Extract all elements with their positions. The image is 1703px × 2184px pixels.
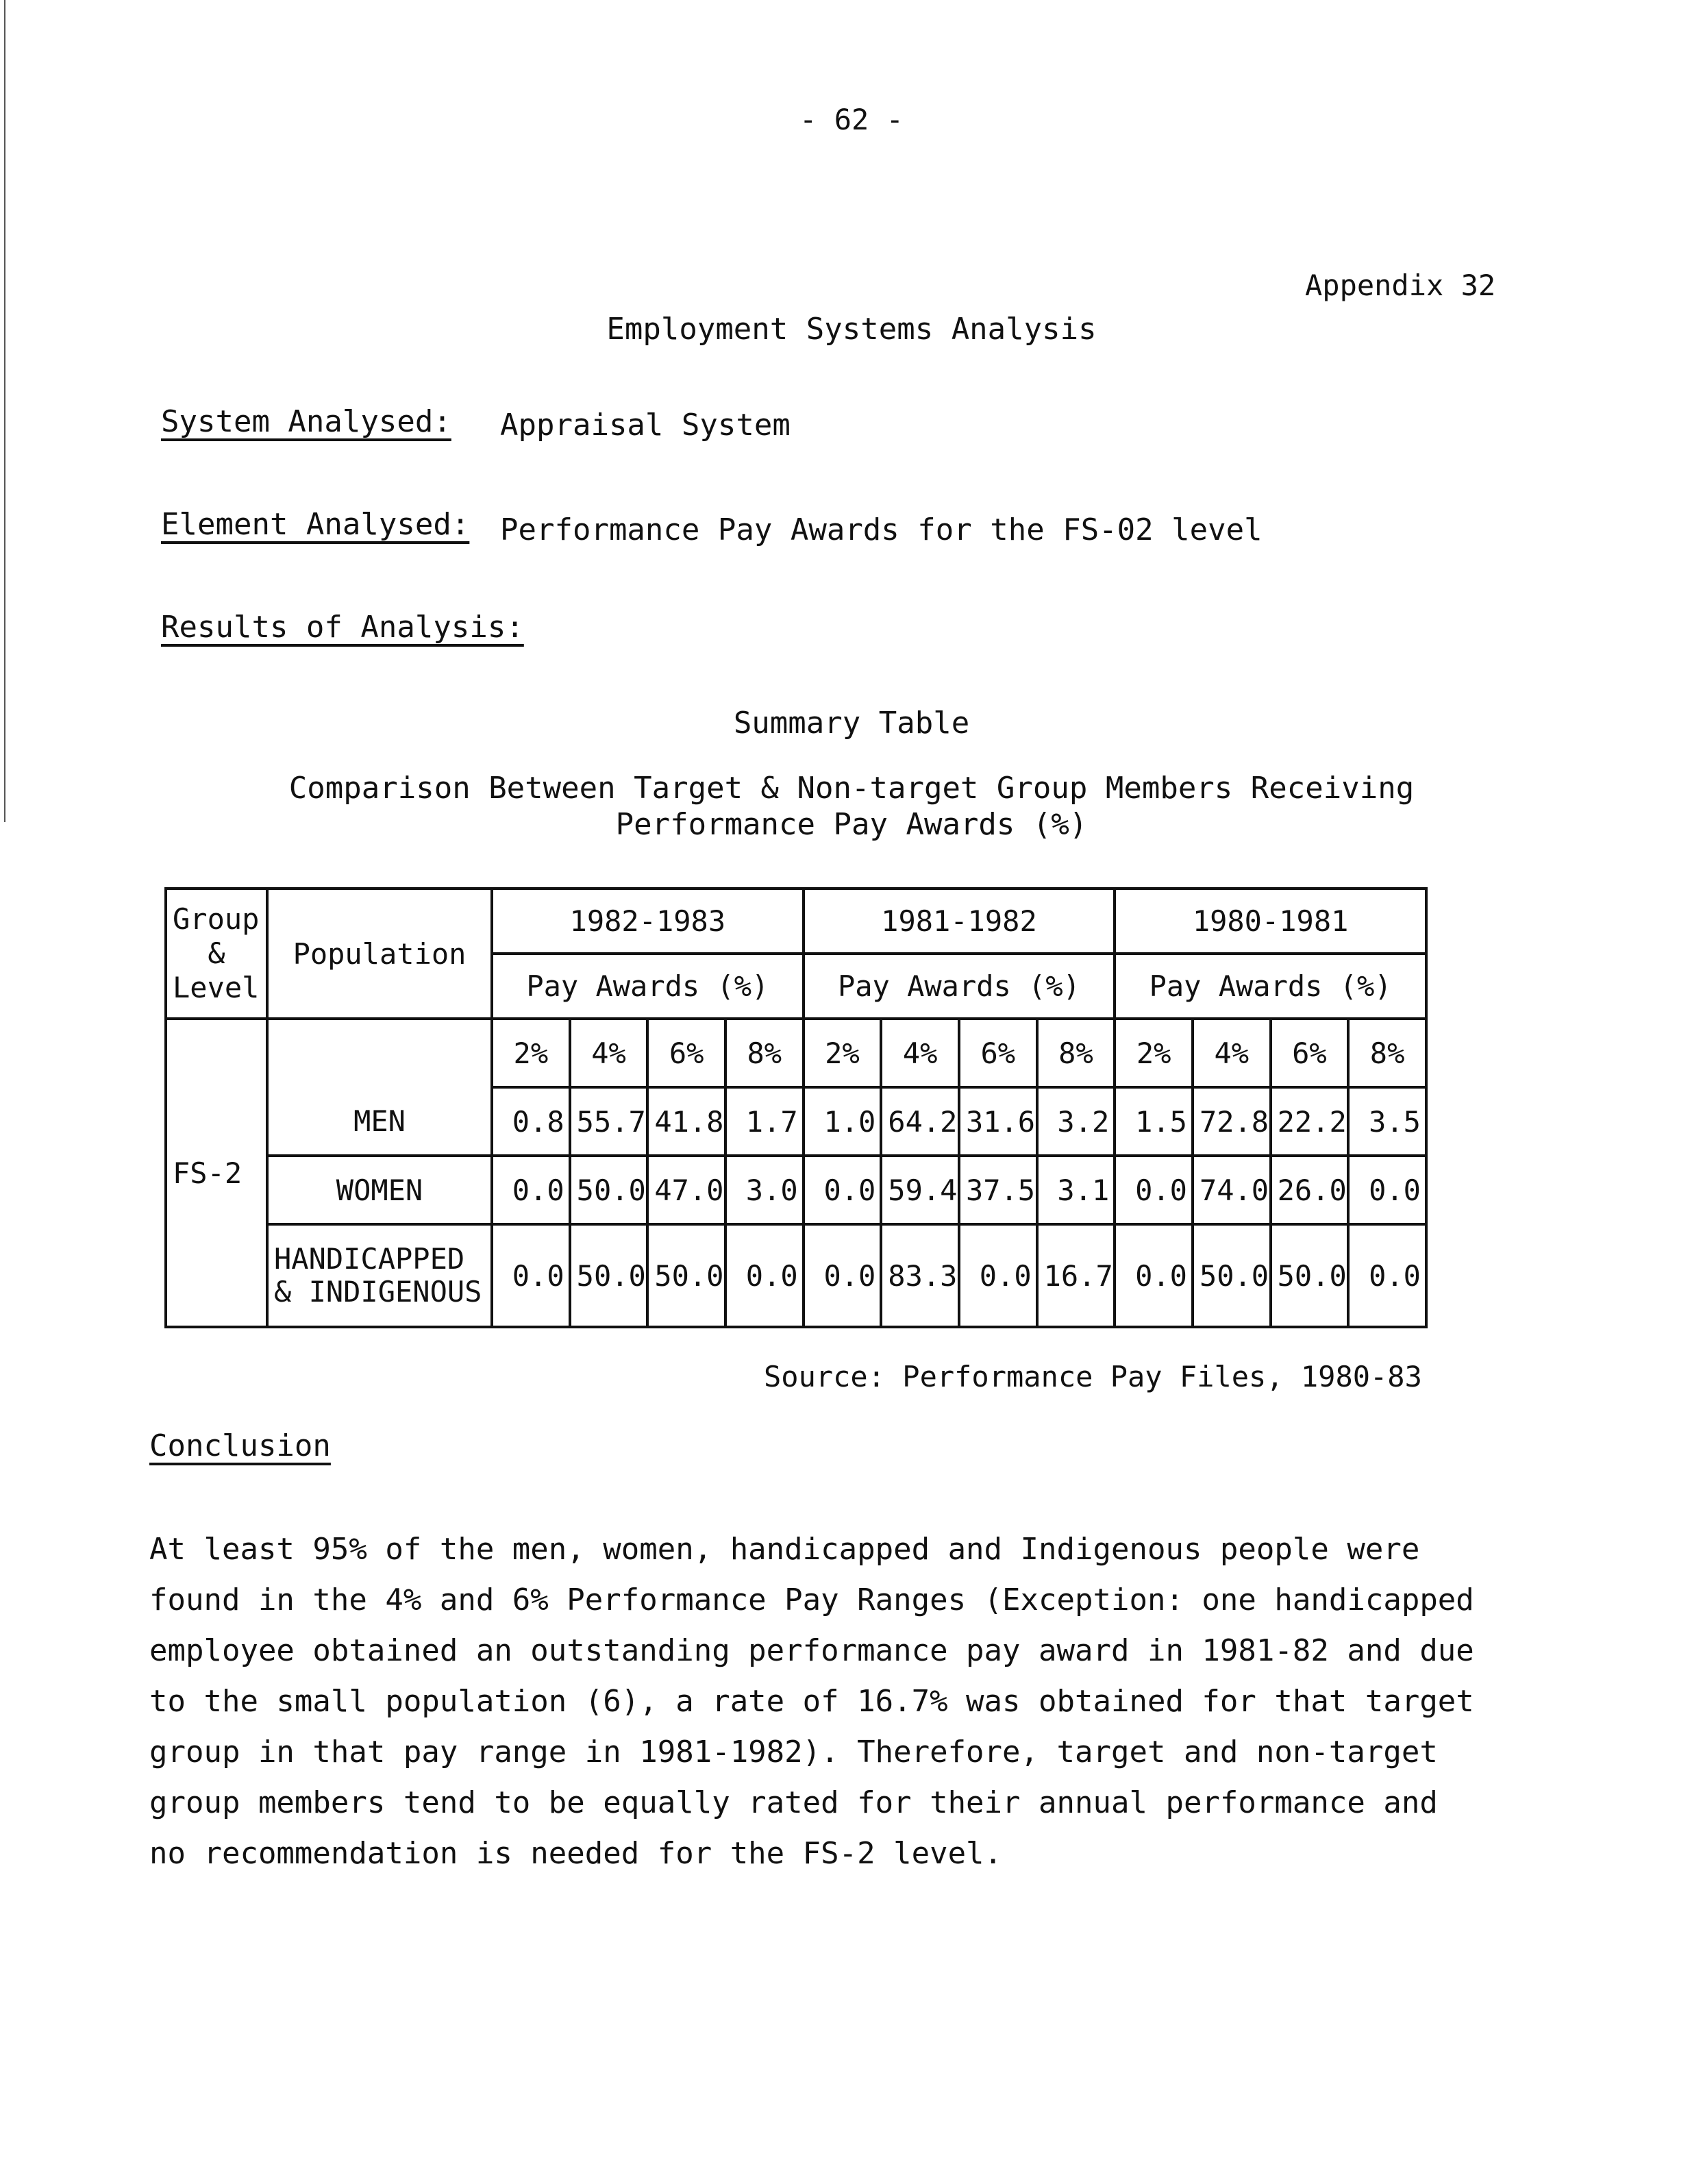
value-cell: 47.0	[647, 1156, 725, 1224]
value-cell: 31.6	[959, 1087, 1037, 1156]
value-cell: 55.7	[570, 1087, 648, 1156]
population-cell	[267, 1224, 492, 1327]
population-cell: WOMEN	[267, 1156, 492, 1224]
table-row-men	[166, 1087, 1426, 1156]
value-cell: 3.1	[1037, 1156, 1115, 1224]
population-header: Population	[267, 889, 492, 1019]
year-header: 1982-1983	[492, 889, 804, 954]
group-level-header-line: Level	[173, 971, 260, 1004]
table-row-women	[166, 1156, 1426, 1224]
year-header: 1980-1981	[1115, 889, 1426, 954]
award-level-cell: 8%	[1348, 1019, 1426, 1087]
award-level-cell: 8%	[1037, 1019, 1115, 1087]
award-level-cell: 4%	[881, 1019, 959, 1087]
award-level-cell: 2%	[1115, 1019, 1193, 1087]
group-level-header	[166, 889, 267, 1019]
value-cell: 0.0	[804, 1156, 882, 1224]
element-analysed-label: Element Analysed:	[161, 507, 470, 542]
value-cell: 50.0	[570, 1156, 648, 1224]
award-level-cell: 6%	[647, 1019, 725, 1087]
value-cell: 0.0	[492, 1156, 570, 1224]
value-cell: 0.0	[1115, 1224, 1193, 1327]
table-row-handicapped-indigenous	[166, 1224, 1426, 1327]
results-of-analysis-label: Results of Analysis:	[161, 610, 524, 645]
document-title: Employment Systems Analysis	[606, 312, 1097, 347]
award-levels-row	[166, 1019, 1426, 1087]
table-caption-line-1: Comparison Between Target & Non-target Group Members Receiving	[288, 771, 1415, 806]
value-cell: 0.0	[959, 1224, 1037, 1327]
value-cell: 37.5	[959, 1156, 1037, 1224]
value-cell: 0.0	[492, 1224, 570, 1327]
population-cell: MEN	[267, 1087, 492, 1156]
summary-table	[164, 887, 1428, 1328]
award-level-cell: 6%	[1271, 1019, 1349, 1087]
value-cell: 50.0	[1193, 1224, 1271, 1327]
table-caption-line-2: Performance Pay Awards (%)	[615, 807, 1088, 842]
population-cell-line: HANDICAPPED	[274, 1242, 465, 1276]
value-cell: 0.0	[804, 1224, 882, 1327]
system-analysed-label: System Analysed:	[161, 404, 451, 439]
element-analysed-value: Performance Pay Awards for the FS-02 level	[500, 512, 1263, 547]
value-cell: 0.8	[492, 1087, 570, 1156]
table-header-row-years	[166, 889, 1426, 954]
award-level-cell: 4%	[570, 1019, 648, 1087]
appendix-label: Appendix 32	[1305, 269, 1496, 302]
value-cell: 0.0	[1348, 1224, 1426, 1327]
value-cell: 74.0	[1193, 1156, 1271, 1224]
page-number: - 62 -	[799, 103, 904, 136]
conclusion-heading: Conclusion	[149, 1428, 331, 1463]
value-cell: 3.2	[1037, 1087, 1115, 1156]
value-cell: 1.0	[804, 1087, 882, 1156]
conclusion-paragraph: At least 95% of the men, women, handicapped and Indigenous people were found in the 4% and 6% Performance Pay Ranges (Exception: one handicapped employee obtained an outstanding performance pay award in 1981-82 and due to the small population (6), a rate of 16.7% was obtained for that target group in that pay range in 1981-1982). Therefore, target and non-target group members tend to be equally rated for their annual performance and no recommendation is needed for the FS-2 level.	[149, 1532, 1474, 1871]
pay-awards-subheader: Pay Awards (%)	[1115, 954, 1426, 1019]
award-level-cell: 8%	[725, 1019, 804, 1087]
value-cell: 3.5	[1348, 1087, 1426, 1156]
value-cell: 22.2	[1271, 1087, 1349, 1156]
value-cell: 26.0	[1271, 1156, 1349, 1224]
population-blank-cell	[267, 1019, 492, 1087]
table-title: Summary Table	[733, 706, 970, 741]
value-cell: 3.0	[725, 1156, 804, 1224]
group-level-header-line: Group	[173, 902, 260, 936]
value-cell: 83.3	[881, 1224, 959, 1327]
group-level-cell: FS-2	[166, 1019, 267, 1327]
pay-awards-subheader: Pay Awards (%)	[804, 954, 1115, 1019]
value-cell: 50.0	[647, 1224, 725, 1327]
pay-awards-subheader: Pay Awards (%)	[492, 954, 804, 1019]
value-cell: 64.2	[881, 1087, 959, 1156]
value-cell: 41.8	[647, 1087, 725, 1156]
value-cell: 1.7	[725, 1087, 804, 1156]
award-level-cell: 6%	[959, 1019, 1037, 1087]
value-cell: 0.0	[1115, 1156, 1193, 1224]
award-level-cell: 2%	[492, 1019, 570, 1087]
group-level-header-line: &	[208, 936, 225, 970]
value-cell: 16.7	[1037, 1224, 1115, 1327]
value-cell: 0.0	[725, 1224, 804, 1327]
value-cell: 59.4	[881, 1156, 959, 1224]
award-level-cell: 4%	[1193, 1019, 1271, 1087]
year-header: 1981-1982	[804, 889, 1115, 954]
value-cell: 1.5	[1115, 1087, 1193, 1156]
award-level-cell: 2%	[804, 1019, 882, 1087]
population-cell-line: & INDIGENOUS	[274, 1275, 482, 1308]
value-cell: 50.0	[1271, 1224, 1349, 1327]
system-analysed-value: Appraisal System	[500, 408, 791, 443]
table-source: Source: Performance Pay Files, 1980-83	[764, 1360, 1422, 1393]
value-cell: 50.0	[570, 1224, 648, 1327]
value-cell: 72.8	[1193, 1087, 1271, 1156]
value-cell: 0.0	[1348, 1156, 1426, 1224]
